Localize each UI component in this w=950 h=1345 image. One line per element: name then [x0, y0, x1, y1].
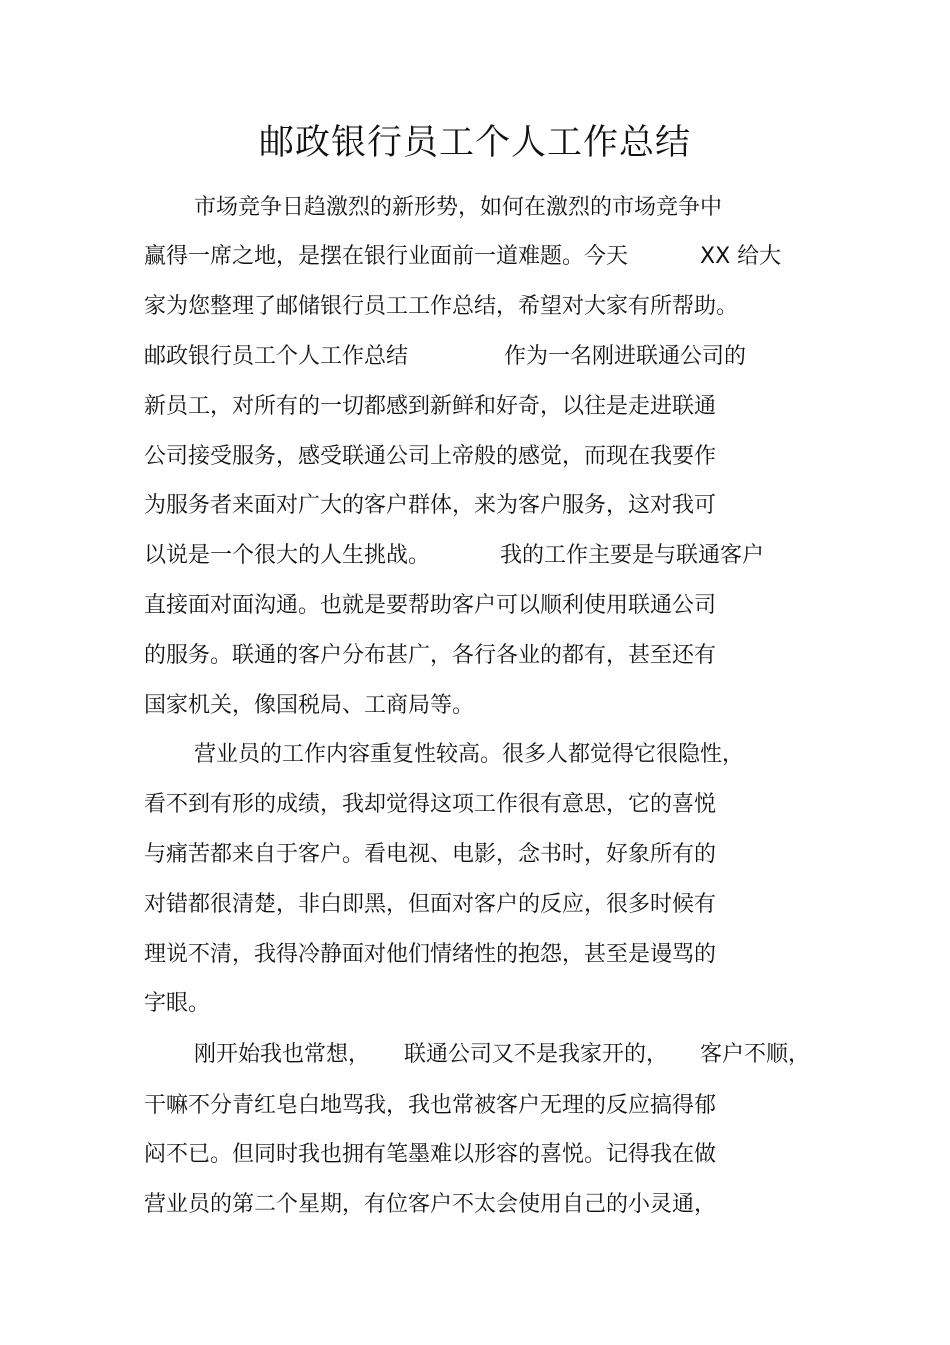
text-line-1 [194, 193, 722, 223]
text-line-4 [144, 342, 746, 372]
text-line-7 [144, 491, 716, 521]
text-segment: 闷不已。但同时我也拥有笔墨难以形容的喜悦。记得我在做 [144, 1142, 717, 1167]
text-segment: 为服务者来面对广大的客户群体，来为客户服务，这对我可 [144, 493, 717, 518]
text-line-6 [144, 442, 716, 472]
text-segment: 与痛苦都来自于客户。看电视、电影，念书时，好象所有的 [144, 842, 717, 867]
text-line-18 [194, 1040, 810, 1070]
text-segment: 干嘛不分青红皂白地骂我，我也常被客户无理的反应搞得郁 [144, 1093, 717, 1118]
text-line-20 [144, 1140, 716, 1170]
text-segment: 客户不顺， [700, 1042, 811, 1067]
text-line-12 [194, 740, 744, 770]
text-segment: 理说不清，我得冷静面对他们情绪性的抱怨，甚至是谩骂的 [144, 942, 717, 967]
text-segment: 对错都很清楚，非白即黑，但面对客户的反应，很多时候有 [144, 892, 717, 917]
text-line-15 [144, 890, 716, 920]
text-line-9 [144, 591, 716, 621]
text-segment: 作为一名刚进联通公司的 [504, 344, 747, 369]
text-segment: XX 给大 [700, 244, 782, 269]
text-segment: 赢得一席之地，是摆在银行业面前一道难题。今天 [144, 244, 629, 269]
text-line-10 [144, 641, 716, 671]
text-segment: 公司接受服务，感受联通公司上帝般的感觉，而现在我要作 [144, 444, 717, 469]
text-segment: 直接面对面沟通。也就是要帮助客户可以顺利使用联通公司 [144, 593, 717, 618]
text-line-5 [144, 392, 716, 422]
text-segment: 我的工作主要是与联通客户 [500, 543, 765, 568]
text-segment: 的服务。联通的客户分布甚广，各行各业的都有，甚至还有 [144, 643, 717, 668]
text-segment: 市场竞争日趋激烈的新形势，如何在激烈的市场竞争中 [194, 195, 723, 220]
text-line-13 [144, 790, 716, 820]
document-title: 邮政银行员工个人工作总结 [258, 123, 691, 163]
text-segment: 字眼。 [144, 991, 211, 1016]
text-segment: 看不到有形的成绩，我却觉得这项工作很有意思，它的喜悦 [144, 792, 717, 817]
text-segment: 营业员的第二个星期，有位客户不太会使用自己的小灵通， [144, 1192, 717, 1217]
text-segment: 以说是一个很大的人生挑战。 [144, 543, 431, 568]
text-segment: 国家机关，像国税局、工商局等。 [144, 693, 475, 718]
text-line-21 [144, 1190, 716, 1220]
text-segment: 新员工，对所有的一切都感到新鲜和好奇，以往是走进联通 [144, 394, 717, 419]
text-line-3 [144, 292, 738, 322]
text-segment: 家为您整理了邮储银行员工工作总结，希望对大家有所帮助。 [144, 294, 739, 319]
text-segment: 邮政银行员工个人工作总结 [144, 344, 409, 369]
text-line-17 [144, 989, 210, 1019]
text-line-8 [144, 541, 764, 571]
text-line-16 [144, 940, 716, 970]
text-segment: 营业员的工作内容重复性较高。很多人都觉得它很隐性， [194, 742, 745, 767]
text-line-11 [144, 691, 474, 721]
text-line-14 [144, 840, 716, 870]
text-segment: 刚开始我也常想， [194, 1042, 371, 1067]
text-line-2 [144, 242, 781, 272]
text-segment: 联通公司又不是我家开的， [404, 1042, 669, 1067]
text-line-19 [144, 1091, 716, 1121]
